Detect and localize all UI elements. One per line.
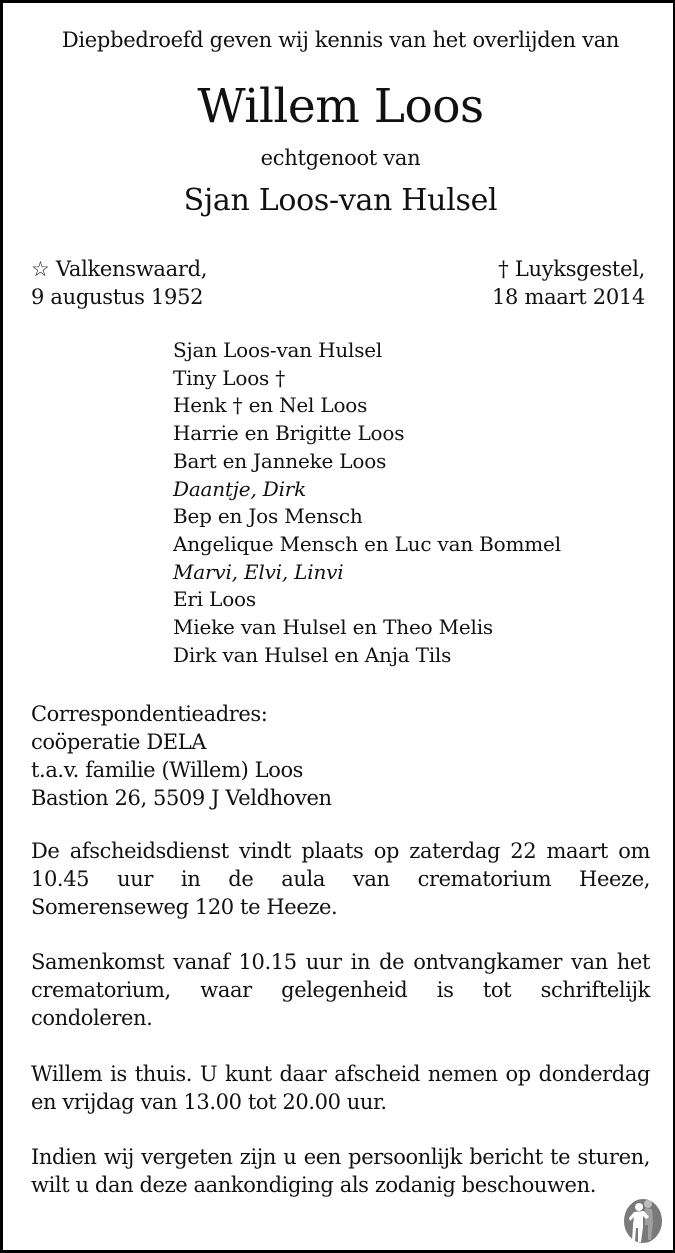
- death-info: [492, 255, 645, 311]
- correspondence-address: [31, 700, 332, 812]
- deceased-name: Willem Loos: [197, 79, 484, 134]
- death-place: Luyksgestel,: [514, 257, 645, 281]
- family-member: Bep en Jos Mensch: [173, 504, 363, 529]
- family-member: Henk † en Nel Loos: [173, 393, 368, 418]
- address-line: t.a.v. familie (Willem) Loos: [31, 758, 304, 782]
- address-line: coöperatie DELA: [31, 730, 207, 754]
- family-list: [173, 337, 561, 669]
- family-member: Harrie en Brigitte Loos: [173, 421, 405, 446]
- family-member: Sjan Loos-van Hulsel: [173, 338, 383, 362]
- family-member: Mieke van Hulsel en Theo Melis: [173, 615, 493, 640]
- family-member: Tiny Loos †: [173, 365, 286, 390]
- visitation-paragraph: Willem is thuis. U kunt daar afscheid nemen op donderdag en vrijdag van 13.00 tot 20.00 uur.: [31, 1062, 650, 1114]
- embracing-figures-logo-icon: [618, 1195, 668, 1245]
- family-member: Eri Loos: [173, 587, 256, 612]
- gathering-paragraph: Samenkomst vanaf 10.15 uur in de ontvangkamer van het crematorium, waar gelegenheid is tot schriftelijk condoleren.: [31, 950, 650, 1030]
- spouse-name: Sjan Loos-van Hulsel: [183, 183, 498, 218]
- grandchildren: Daantje, Dirk: [173, 476, 307, 501]
- family-member: Angelique Mensch en Luc van Bommel: [173, 531, 561, 556]
- notice-paragraph: Indien wij vergeten zijn u een persoonlijk bericht te sturen, wilt u dan deze aankondiging als zodanig beschouwen.: [31, 1145, 650, 1197]
- family-member: Dirk van Hulsel en Anja Tils: [173, 642, 452, 667]
- spouse-label: echtgenoot van: [260, 146, 421, 170]
- family-member: Bart en Janneke Loos: [173, 448, 387, 473]
- grandchildren: Marvi, Elvi, Linvi: [173, 559, 344, 584]
- cross-icon: †: [498, 257, 509, 281]
- intro-text: Diepbedroefd geven wij kennis van het overlijden van: [61, 28, 620, 52]
- birth-date: 9 augustus 1952: [31, 285, 204, 309]
- correspondence-label: Correspondentieadres:: [31, 702, 268, 726]
- death-date: 18 maart 2014: [491, 285, 645, 309]
- birth-place: Valkenswaard,: [55, 257, 208, 281]
- star-icon: ☆: [31, 257, 50, 281]
- address-line: Bastion 26, 5509 J Veldhoven: [31, 786, 332, 810]
- service-paragraph: De afscheidsdienst vindt plaats op zaterdag 22 maart om 10.45 uur in de aula van crematorium Heeze, Somerenseweg 120 te Heeze.: [31, 839, 650, 919]
- birth-info: [31, 255, 207, 311]
